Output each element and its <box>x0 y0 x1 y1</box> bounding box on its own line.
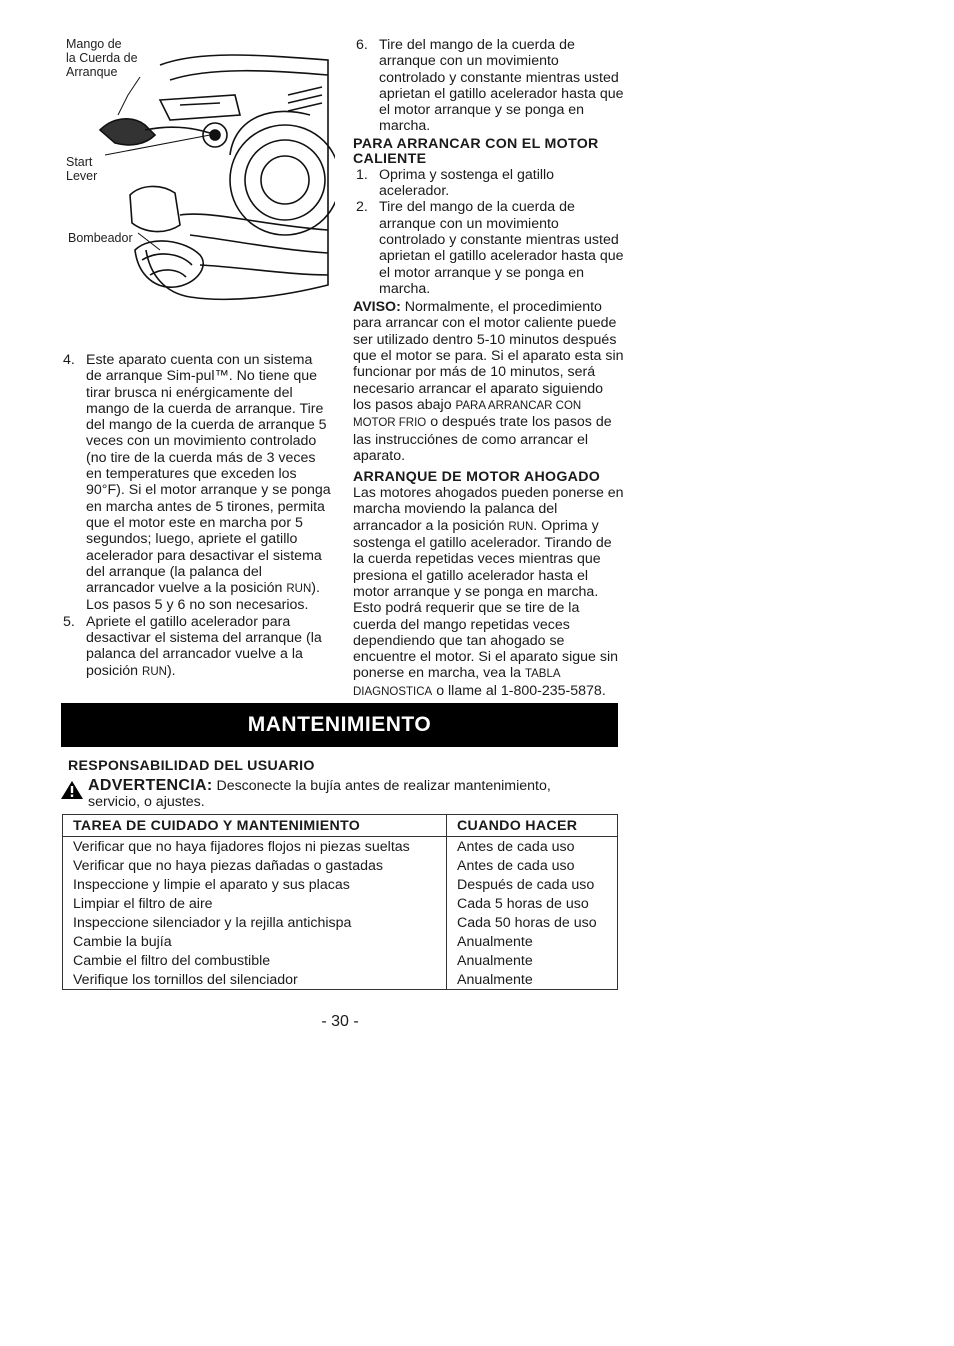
when-cell: Cada 50 horas de uso <box>447 913 618 932</box>
user-responsibility-heading: RESPONSABILIDAD DEL USUARIO <box>68 758 315 774</box>
step-5 <box>60 614 332 680</box>
flooded-text: Las motores ahogados pueden ponerse en marcha moviendo la palanca del arrancador a la posición <box>353 485 624 534</box>
warning-text-2: servicio, o ajustes. <box>88 794 205 810</box>
callout-start-lever: Start Lever <box>66 155 98 183</box>
step-6 <box>353 37 625 135</box>
when-cell: Anualmente <box>447 951 618 970</box>
hot-step-1 <box>353 167 625 200</box>
task-cell: Inspeccione silenciador y la rejilla antichispa <box>63 913 447 932</box>
task-cell: Cambie el filtro del combustible <box>63 951 447 970</box>
step-text: Este aparato cuenta con un sistema de arranque Sim-pul™. No tiene que tirar brusca ni enérgicamente del mango de la cuerda de arranque. Tire del mango de la cuerda de arranque 5 veces con un movimiento controlado (no tire de la cuerda más de 3 veces en temperatures que exceden los 90°F). Si el motor arranque y se ponga en marcha antes de 5 tirones, permita que el motor este en marcha por 5 segundos; luego, apriete el gatillo acelerador para desactivar el sistema del arranque (la palanca del arrancador vuelve a la posición <box>86 352 331 597</box>
when-cell: Después de cada uso <box>447 875 618 894</box>
warning-block <box>60 778 620 810</box>
when-cell: Antes de cada uso <box>447 856 618 875</box>
notice-tail: o después trate los pasos de las instrucciónes de como arrancar el aparato. <box>353 414 612 464</box>
table-row <box>63 875 618 894</box>
callout-primer-bulb: Bombeador <box>68 231 133 245</box>
hot-start-steps <box>353 167 625 297</box>
maintenance-table <box>62 814 618 990</box>
notice-text: Normalmente, el procedimiento para arrancar con el motor caliente puede ser utilizado dentro 5-10 minutos después que el motor se para. Si el aparato esta sin funcionar por más de 10 minutos, será necesario arrancar el aparato siguiendo los pasos abajo <box>353 299 624 413</box>
engine-starter-illustration <box>60 35 335 310</box>
task-cell: Verificar que no haya fijadores flojos ni piezas sueltas <box>63 837 447 857</box>
table-row <box>63 970 618 990</box>
step-number: 4. <box>63 352 75 368</box>
table-header-row <box>63 815 618 837</box>
step-6-list <box>353 37 625 135</box>
when-cell: Cada 5 horas de uso <box>447 894 618 913</box>
table-row <box>63 837 618 857</box>
run-label: RUN <box>142 665 167 678</box>
hot-start-heading: PARA ARRANCAR CON EL MOTOR CALIENTE <box>353 135 599 167</box>
run-label: RUN <box>508 520 534 533</box>
task-cell: Verificar que no haya piezas dañadas o gastadas <box>63 856 447 875</box>
table-row <box>63 856 618 875</box>
left-column <box>60 352 332 680</box>
step-number: 1. <box>356 166 368 183</box>
column-header-task: TAREA DE CUIDADO Y MANTENIMIENTO <box>63 815 447 837</box>
task-cell: Verifique los tornillos del silenciador <box>63 970 447 990</box>
table-row <box>63 951 618 970</box>
page-number: - 30 - <box>321 1013 359 1030</box>
notice-label: AVISO: <box>353 299 401 316</box>
step-text: Tire del mango de la cuerda de arranque con un movimiento controlado y constante mientras usted aprietan el gatillo acelerador hasta que el motor arranque y se ponga en marcha. <box>379 37 624 135</box>
warning-line-1 <box>60 778 620 794</box>
step-number: 5. <box>63 613 75 630</box>
step-text-tail: ). Los pasos 5 y 6 no son necesarios. <box>86 580 320 614</box>
when-cell: Anualmente <box>447 932 618 951</box>
table-row <box>63 913 618 932</box>
notice-paragraph <box>353 299 625 464</box>
table-row <box>63 932 618 951</box>
table-row <box>63 894 618 913</box>
step-text: Tire del mango de la cuerda de arranque con un movimiento controlado y constante mientras usted aprietan el gatillo acelerador hasta que el motor arranque y se ponga en marcha. <box>379 199 624 297</box>
warning-label: ADVERTENCIA: <box>88 777 213 794</box>
flooded-tail: o llame al 1-800-235-5878. <box>436 682 606 699</box>
run-label: RUN <box>286 583 312 596</box>
callout-starter-handle: Mango de la Cuerda de Arranque <box>66 37 138 79</box>
right-column <box>353 37 625 700</box>
flooded-text-2: . Oprima y sostenga el gatillo acelerador. Tirando de la cuerda repetidas veces mientras que presiona el gatillo acelerador hasta el motor arranque y se ponga en marcha. Esto podrá requerir que se tire de la cuerda del mango repetidas veces dependiendo que tan ahogado se encuentre el motor. Si el aparato sigue sin ponerse en marcha, vea la <box>353 517 618 682</box>
step-number: 2. <box>356 199 368 216</box>
flooded-engine-paragraph <box>353 485 625 700</box>
step-text: Apriete el gatillo acelerador para desactivar el sistema del arranque (la palanca del arrancador vuelve a la posición <box>86 613 322 679</box>
when-cell: Antes de cada uso <box>447 837 618 857</box>
step-4 <box>60 352 332 614</box>
task-cell: Limpiar el filtro de aire <box>63 894 447 913</box>
step-number: 6. <box>356 37 368 53</box>
starting-steps-list <box>60 352 332 680</box>
task-cell: Cambie la bujía <box>63 932 447 951</box>
flooded-engine-heading: ARRANQUE DE MOTOR AHOGADO <box>353 469 601 486</box>
step-text-tail: ). <box>166 662 176 679</box>
warning-text-1: Desconecte la bujía antes de realizar mantenimiento, <box>216 778 551 794</box>
column-header-when: CUANDO HACER <box>447 815 618 837</box>
hot-step-2 <box>353 199 625 297</box>
warning-triangle-icon <box>60 780 84 800</box>
cold-start-reference: PARA ARRANCAR CON MOTOR FRIO <box>353 399 582 430</box>
task-cell: Inspeccione y limpie el aparato y sus placas <box>63 875 447 894</box>
diagnostic-table-reference: TABLA DIAGNOSTICA <box>353 668 560 698</box>
when-cell: Anualmente <box>447 970 618 990</box>
step-text: Oprima y sostenga el gatillo acelerador. <box>379 166 555 200</box>
maintenance-banner: MANTENIMIENTO <box>61 703 618 747</box>
